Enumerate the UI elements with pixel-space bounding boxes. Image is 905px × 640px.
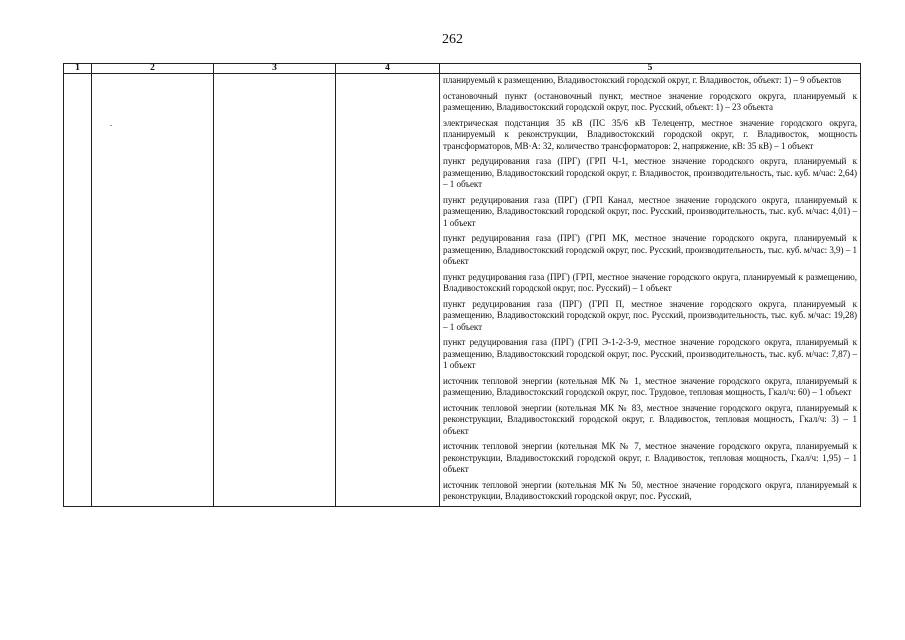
column-header-1: 1 [64, 64, 92, 74]
list-item: пункт редуцирования газа (ПРГ) (ГРП Ч-1, местное значение городского округа, планируемый к размещению, Владивостокский городской округ, г. Владивосток, производительность, тыс. куб. м/час: 2,64) – 1 объект [443, 156, 857, 189]
list-item: остановочный пункт (остановочный пункт, местное значение городского округа, планируемый к размещению, Владивостокский городской округ, пос. Русский, объект: 1) – 23 объекта [443, 90, 857, 112]
cell-col-3 [214, 74, 336, 507]
cell-col-1 [64, 74, 92, 507]
list-item: пункт редуцирования газа (ПРГ) (ГРП Канал, местное значение городского округа, планируемый к размещению, Владивостокский городской округ, пос. Русский, производительность, тыс. куб. м/час: 4,01) – 1 объект [443, 194, 857, 228]
document-table [63, 63, 861, 507]
table-row [64, 74, 861, 507]
column-header-4: 4 [336, 64, 440, 74]
list-item: источник тепловой энергии (котельная МК № 83, местное значение городского округа, планируемый к реконструкции, Владивостокский городской округ, г. Владивосток, тепловая мощность, Гкал/ч: 3) – 1 объект [443, 402, 857, 436]
cell-col-4 [336, 74, 440, 507]
list-item: источник тепловой энергии (котельная МК № 50, местное значение городского округа, планируемый к реконструкции, Владивостокский городской округ, пос. Русский, [443, 479, 857, 501]
list-item: пункт редуцирования газа (ПРГ) (ГРП Э-1-2-3-9, местное значение городского округа, планируемый к размещению, Владивостокский городской округ, пос. Русский, производительность, тыс. куб. м/час: 7,87) – 1 объект [443, 337, 857, 370]
column-header-2: 2 [92, 64, 214, 74]
list-item: планируемый к размещению, Владивостокский городской округ, г. Владивосток, объект: 1) – 9 объектов [443, 75, 842, 85]
list-item: электрическая подстанция 35 кВ (ПС 35/6 кВ Телецентр, местное значение городского округа, планируемый к реконструкции, Владивостокский городской округ, г. Владивосток, мощность трансформаторов, МВ·А: 32, количество трансформаторов: 2, напряжение, кВ: 35 кВ) – 1 объект [443, 117, 857, 151]
page-number: 262 [442, 32, 463, 47]
cell-col-5 [440, 74, 861, 507]
list-item: источник тепловой энергии (котельная МК № 7, местное значение городского округа, планируемый к реконструкции, Владивостокский городской округ, г. Владивосток, тепловая мощность, Гкал/ч: 1,95) – 1 объект [443, 441, 857, 474]
column-header-3: 3 [214, 64, 336, 74]
table-header-row [64, 64, 861, 74]
list-item: пункт редуцирования газа (ПРГ) (ГРП, местное значение городского округа, планируемый к размещению, Владивостокский городской округ, пос. Русский) – 1 объект [443, 271, 857, 293]
list-item: пункт редуцирования газа (ПРГ) (ГРП МК, местное значение городского округа, планируемый к размещению, Владивостокский городской округ, пос. Русский, производительность, тыс. куб. м/час: 3,9) – 1 объект [443, 233, 857, 266]
cell-col-2 [92, 74, 214, 507]
column-header-5: 5 [440, 64, 861, 74]
list-item: пункт редуцирования газа (ПРГ) (ГРП П, местное значение городского округа, планируемый к размещению, Владивостокский городской округ, пос. Русский, производительность, тыс. куб. м/час: 19,28) – 1 объект [443, 298, 857, 332]
list-item: источник тепловой энергии (котельная МК № 1, местное значение городского округа, планируемый к размещению, Владивостокский городской округ, пос. Трудовое, тепловая мощность, Гкал/ч: 60) – 1 объект [443, 375, 857, 397]
